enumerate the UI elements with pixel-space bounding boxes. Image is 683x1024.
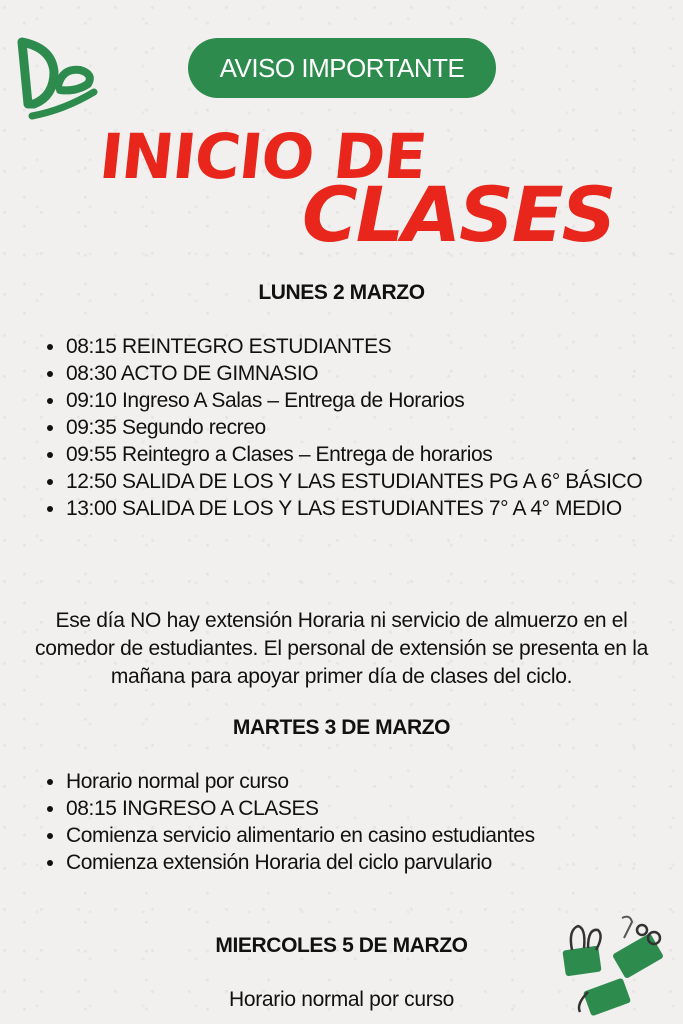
day2-schedule-list <box>22 768 666 876</box>
school-logo-icon <box>14 34 98 120</box>
day1-note: Ese día NO hay extensión Horaria ni servicio de almuerzo en el comedor de estudiantes. El personal de extensión se presenta en la mañana para apoyar primer día de clases del ciclo. <box>35 609 648 688</box>
list-item: • 13:00 SALIDA DE LOS Y LAS ESTUDIANTES 7° A 4° MEDIO <box>66 495 666 522</box>
list-item: • Horario normal por curso <box>66 768 666 795</box>
list-item: • 08:15 INGRESO A CLASES <box>66 795 666 822</box>
list-item: • 08:30 ACTO DE GIMNASIO <box>66 360 666 387</box>
list-item: • 09:55 Reintegro a Clases – Entrega de horarios <box>66 441 666 468</box>
binder-clips-icon <box>558 912 678 1020</box>
list-item: • 12:50 SALIDA DE LOS Y LAS ESTUDIANTES PG A 6° BÁSICO <box>66 468 666 495</box>
list-item: • 08:15 REINTEGRO ESTUDIANTES <box>66 333 666 360</box>
title-line-1: INICIO DE <box>96 120 430 193</box>
important-notice-badge: AVISO IMPORTANTE <box>188 38 496 98</box>
day3-heading: MIERCOLES 5 DE MARZO <box>215 934 468 957</box>
list-item: • 09:10 Ingreso A Salas – Entrega de Horarios <box>66 387 666 414</box>
day1-heading: LUNES 2 MARZO <box>258 281 425 304</box>
list-item: • Comienza servicio alimentario en casino estudiantes <box>66 822 666 849</box>
day2-heading: MARTES 3 DE MARZO <box>232 716 451 739</box>
list-item: • Comienza extensión Horaria del ciclo parvulario <box>66 849 666 876</box>
title-line-2: CLASES <box>302 170 615 259</box>
day3-text: Horario normal por curso <box>228 988 455 1011</box>
list-item: • 09:35 Segundo recreo <box>66 414 666 441</box>
day1-schedule-list <box>22 333 666 522</box>
